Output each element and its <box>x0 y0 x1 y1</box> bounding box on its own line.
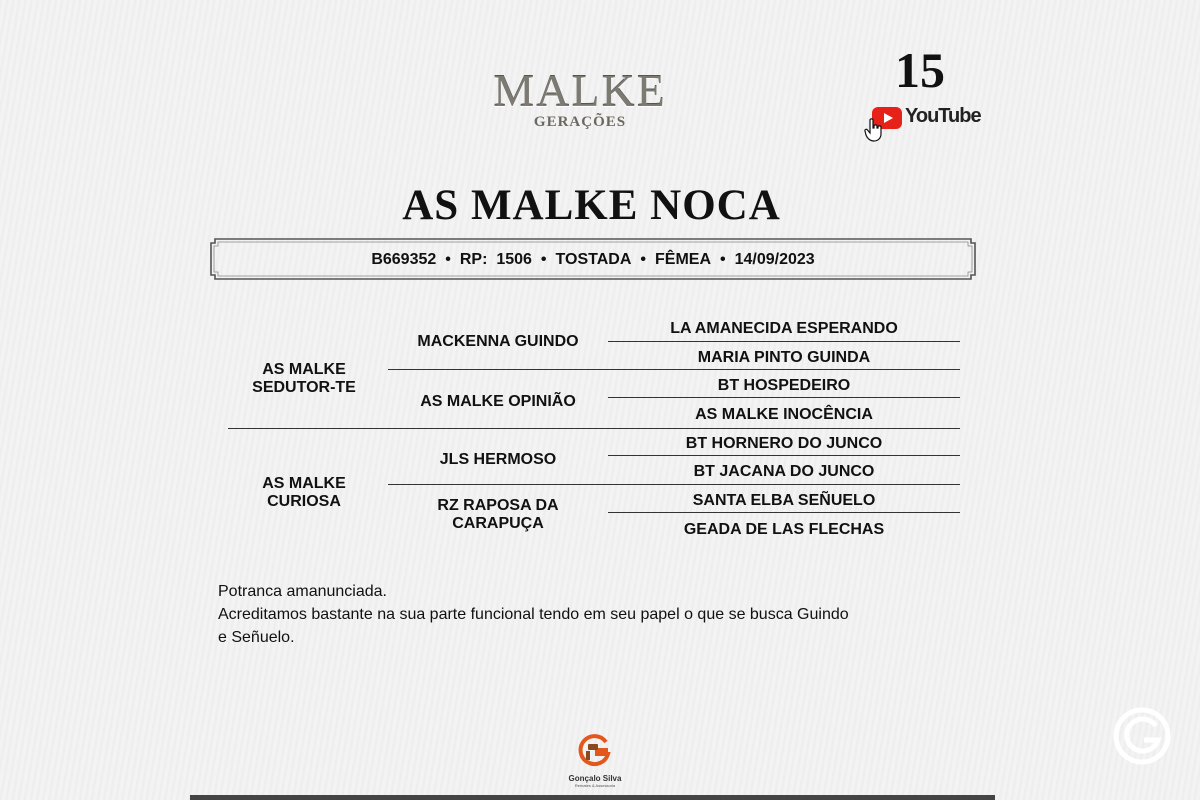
pedigree-paternal-grandsire: MACKENNA GUINDO <box>417 333 579 350</box>
separator-dot: • <box>720 251 726 268</box>
gavel-g-icon <box>575 732 615 768</box>
rp-value: 1506 <box>496 251 532 268</box>
pedigree-divider-sire <box>388 369 960 370</box>
pedigree-ggd-1: MARIA PINTO GUINDA <box>697 349 871 366</box>
pedigree-divider-g3 <box>608 512 960 513</box>
pedigree-ggs-2: BT HOSPEDEIRO <box>717 377 851 394</box>
pedigree-ggd-3: BT JACANA DO JUNCO <box>693 463 875 480</box>
description-line: Acreditamos bastante na sua parte funcional tendo em seu papel o que se busca Guindo <box>218 606 849 623</box>
animal-info-frame <box>209 237 977 281</box>
pointer-hand-icon <box>864 118 884 142</box>
pedigree-paternal-granddam: AS MALKE OPINIÃO <box>420 393 576 410</box>
auctioneer-logo <box>555 732 635 788</box>
description-line: Potranca amanunciada. <box>218 583 387 600</box>
pedigree-divider-g3 <box>608 455 960 456</box>
animal-info-row <box>209 237 977 281</box>
logo-subtitle: GERAÇÕES <box>533 114 627 130</box>
pedigree-divider-main <box>228 428 960 429</box>
sex: FÊMEA <box>655 251 711 268</box>
auctioneer-name: Gonçalo Silva <box>568 774 622 783</box>
pedigree-maternal-granddam <box>388 497 608 533</box>
pedigree-dam-line2: CURIOSA <box>267 493 341 510</box>
youtube-link[interactable] <box>868 104 981 140</box>
pedigree-maternal-granddam-line2: CARAPUÇA <box>452 515 544 532</box>
pedigree-dam-line1: AS MALKE <box>262 475 346 492</box>
youtube-label: YouTube <box>905 105 981 127</box>
pedigree-maternal-grandsire: JLS HERMOSO <box>439 451 557 468</box>
animal-name-title: AS MALKE NOCA <box>402 182 781 229</box>
pedigree-ggd-4: GEADA DE LAS FLECHAS <box>683 521 885 538</box>
pedigree-sire-line1: AS MALKE <box>262 361 346 378</box>
pedigree-sire <box>228 361 380 397</box>
pedigree-divider-g3 <box>608 397 960 398</box>
separator-dot: • <box>640 251 646 268</box>
auctioneer-subtitle: Remates & Assessoria <box>574 783 616 788</box>
separator-dot: • <box>540 251 547 268</box>
coat-color: TOSTADA <box>555 251 632 268</box>
pedigree-divider-dam <box>388 484 960 485</box>
pedigree-ggs-1: LA AMANECIDA ESPERANDO <box>670 320 898 337</box>
pedigree-maternal-granddam-line1: RZ RAPOSA DA <box>437 497 559 514</box>
logo-main-text: MALKE <box>493 65 667 116</box>
rp-label: RP: <box>459 251 488 268</box>
pedigree-sire-line2: SEDUTOR-TE <box>252 379 356 396</box>
description-line: e Señuelo. <box>218 629 295 646</box>
registration-number: B669352 <box>371 251 437 268</box>
pedigree-divider-g3 <box>608 341 960 342</box>
pedigree-ggs-3: BT HORNERO DO JUNCO <box>685 435 883 452</box>
malke-logo <box>480 66 680 130</box>
watermark-g-icon <box>1112 706 1172 766</box>
separator-dot: • <box>445 251 451 268</box>
birth-date: 14/09/2023 <box>734 251 815 268</box>
lot-number: 15 <box>895 42 945 98</box>
description <box>218 580 958 649</box>
bottom-bar <box>190 795 995 800</box>
pedigree-ggs-4: SANTA ELBA SEÑUELO <box>692 492 876 509</box>
pedigree-ggd-2: AS MALKE INOCÊNCIA <box>695 406 873 423</box>
pedigree-dam <box>228 475 380 511</box>
